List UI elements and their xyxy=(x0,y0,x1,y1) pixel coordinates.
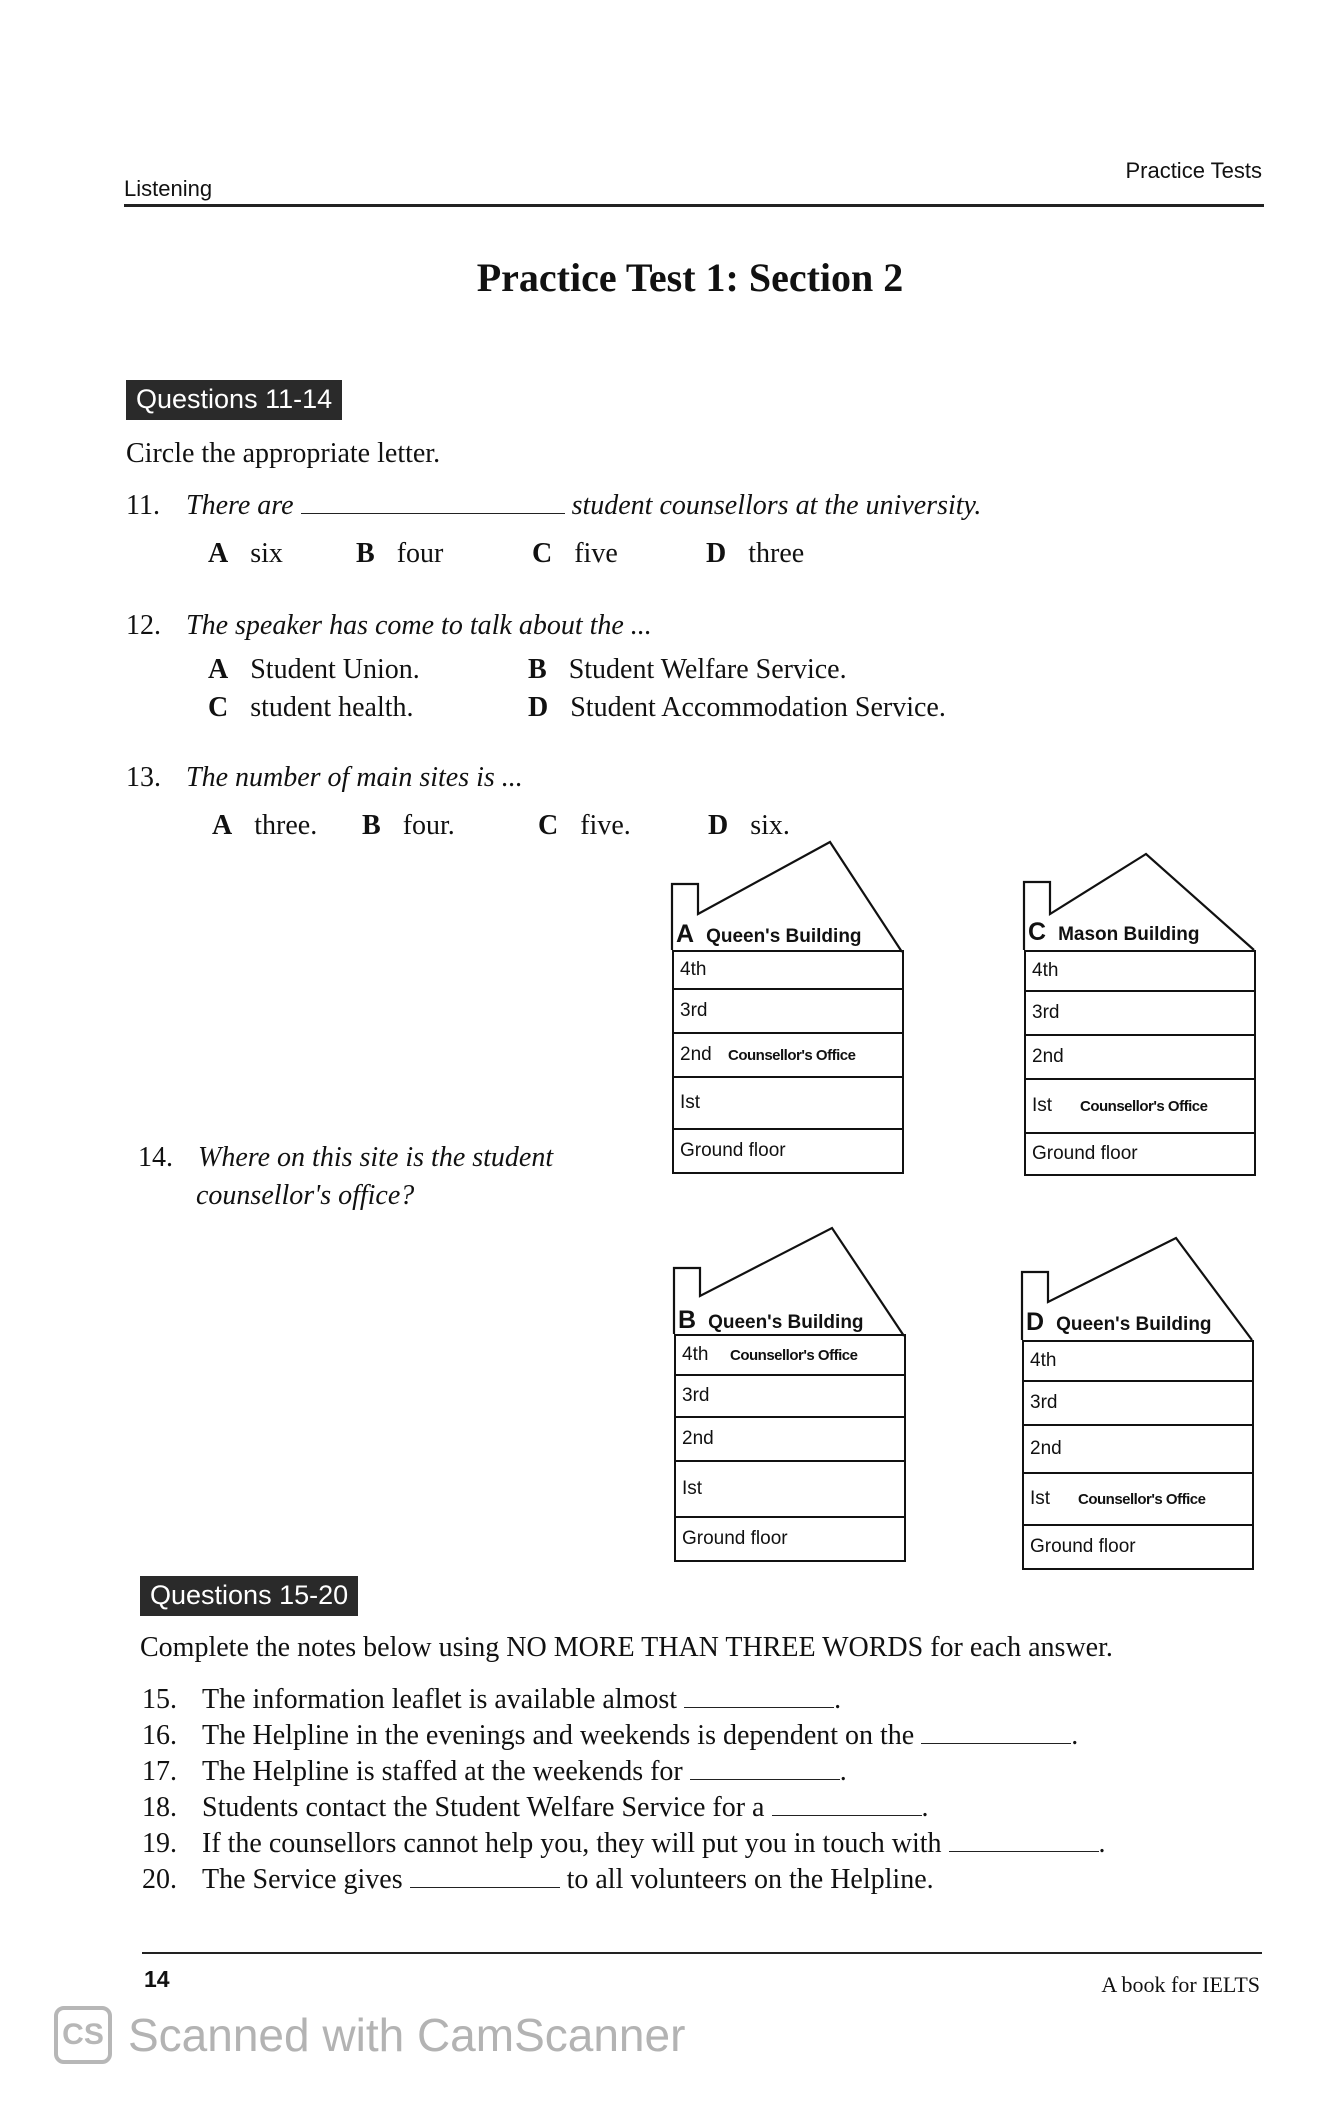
question-number: 13. xyxy=(126,762,161,793)
question-stem: There are xyxy=(186,490,294,521)
question-number: 14. xyxy=(138,1142,173,1173)
floor-1st: Ist Counsellor's Office xyxy=(1026,1078,1254,1132)
answer-blank[interactable] xyxy=(921,1721,1071,1744)
note-20: 20. The Service gives to all volunteers on the Helpline. xyxy=(142,1864,934,1895)
floor-2nd: 2nd Counsellor's Office xyxy=(674,1032,902,1076)
floor-ground: Ground floor xyxy=(1026,1132,1254,1174)
question-number: 12. xyxy=(126,610,161,641)
answer-blank[interactable] xyxy=(301,491,565,514)
questions-badge-11-14: Questions 11-14 xyxy=(126,380,342,420)
floor-4th: 4th xyxy=(674,950,902,988)
building-option-d[interactable] xyxy=(1022,1236,1254,1572)
q11-option-d[interactable]: D three xyxy=(706,538,805,569)
counsellors-office-label: Counsellor's Office xyxy=(728,1046,856,1064)
q12-option-d[interactable]: D Student Accommodation Service. xyxy=(528,692,946,723)
question-13 xyxy=(126,762,523,794)
page-number: 14 xyxy=(144,1966,170,1992)
answer-blank[interactable] xyxy=(949,1829,1099,1852)
floor-3rd: 3rd xyxy=(1024,1380,1252,1424)
counsellors-office-label: Counsellor's Office xyxy=(1078,1490,1206,1508)
answer-blank[interactable] xyxy=(684,1685,834,1708)
floor-2nd: 2nd xyxy=(676,1416,904,1460)
instruction-15-20: Complete the notes below using NO MORE THAN THREE WORDS for each answer. xyxy=(140,1632,1113,1663)
q13-option-d[interactable]: D six. xyxy=(708,810,790,841)
book-title: A book for IELTS xyxy=(1101,1972,1260,1997)
question-14-stem-line2: counsellor's office? xyxy=(196,1180,415,1211)
book-label: Practice Tests xyxy=(1125,158,1262,183)
question-12 xyxy=(126,610,652,642)
floor-3rd: 3rd xyxy=(676,1374,904,1416)
floor-2nd: 2nd xyxy=(1024,1424,1252,1472)
floor-2nd: 2nd xyxy=(1026,1034,1254,1078)
questions-badge-15-20: Questions 15-20 xyxy=(140,1576,358,1616)
question-stem: The number of main sites is ... xyxy=(186,762,523,793)
floor-ground: Ground floor xyxy=(1024,1524,1252,1568)
question-11 xyxy=(126,490,981,522)
q11-option-c[interactable]: C five xyxy=(532,538,618,569)
floor-1st: Ist xyxy=(674,1076,902,1128)
building-name: D Queen's Building xyxy=(1026,1308,1212,1336)
question-stem: Where on this site is the student xyxy=(198,1142,554,1173)
q11-option-a[interactable]: A six xyxy=(208,538,283,569)
floor-4th: 4th xyxy=(1026,950,1254,990)
q12-option-a[interactable]: A Student Union. xyxy=(208,654,420,685)
counsellors-office-label: Counsellor's Office xyxy=(730,1346,858,1364)
instruction-11-14: Circle the appropriate letter. xyxy=(126,438,441,469)
answer-blank[interactable] xyxy=(772,1793,922,1816)
building-name: C Mason Building xyxy=(1028,918,1200,946)
page-title: Practice Test 1: Section 2 xyxy=(476,255,904,300)
floor-list xyxy=(1024,950,1256,1176)
q12-option-b[interactable]: B Student Welfare Service. xyxy=(528,654,847,685)
q12-option-c[interactable]: C student health. xyxy=(208,692,414,723)
note-16: 16. The Helpline in the evenings and weekends is dependent on the . xyxy=(142,1720,1079,1751)
floor-ground: Ground floor xyxy=(676,1516,904,1560)
floor-ground: Ground floor xyxy=(674,1128,902,1172)
section-label: Listening xyxy=(124,176,213,201)
floor-list xyxy=(672,950,904,1174)
building-option-c[interactable] xyxy=(1024,852,1256,1188)
floor-list xyxy=(1022,1340,1254,1570)
floor-1st: Ist xyxy=(676,1460,904,1516)
note-19: 19. If the counsellors cannot help you, they will put you in touch with . xyxy=(142,1828,1106,1859)
building-name: A Queen's Building xyxy=(676,920,862,948)
header-rule xyxy=(124,204,1264,207)
counsellors-office-label: Counsellor's Office xyxy=(1080,1097,1208,1115)
building-option-b[interactable] xyxy=(674,1226,906,1562)
floor-3rd: 3rd xyxy=(674,988,902,1032)
answer-blank[interactable] xyxy=(690,1757,840,1780)
scanner-watermark: Scanned with CamScanner xyxy=(128,2009,686,2061)
floor-4th: 4th xyxy=(1024,1340,1252,1380)
question-stem: The speaker has come to talk about the ... xyxy=(186,610,652,641)
question-stem-end: student counsellors at the university. xyxy=(571,490,982,521)
note-15: 15. The information leaflet is available almost . xyxy=(142,1684,842,1715)
q13-option-a[interactable]: A three. xyxy=(212,810,318,841)
q13-option-b[interactable]: B four. xyxy=(362,810,455,841)
note-18: 18. Students contact the Student Welfare Service for a . xyxy=(142,1792,929,1823)
floor-3rd: 3rd xyxy=(1026,990,1254,1034)
floor-list xyxy=(674,1334,906,1562)
footer-rule xyxy=(142,1952,1262,1954)
q11-option-b[interactable]: B four xyxy=(356,538,444,569)
q13-option-c[interactable]: C five. xyxy=(538,810,631,841)
building-option-a[interactable] xyxy=(672,840,904,1176)
note-17: 17. The Helpline is staffed at the weekends for . xyxy=(142,1756,847,1787)
question-14 xyxy=(138,1142,553,1174)
floor-1st: Ist Counsellor's Office xyxy=(1024,1472,1252,1524)
floor-4th: 4th Counsellor's Office xyxy=(676,1334,904,1374)
question-number: 11. xyxy=(126,490,160,521)
answer-blank[interactable] xyxy=(410,1865,560,1888)
building-name: B Queen's Building xyxy=(678,1306,864,1334)
camscanner-logo-icon: CS xyxy=(54,2006,112,2064)
